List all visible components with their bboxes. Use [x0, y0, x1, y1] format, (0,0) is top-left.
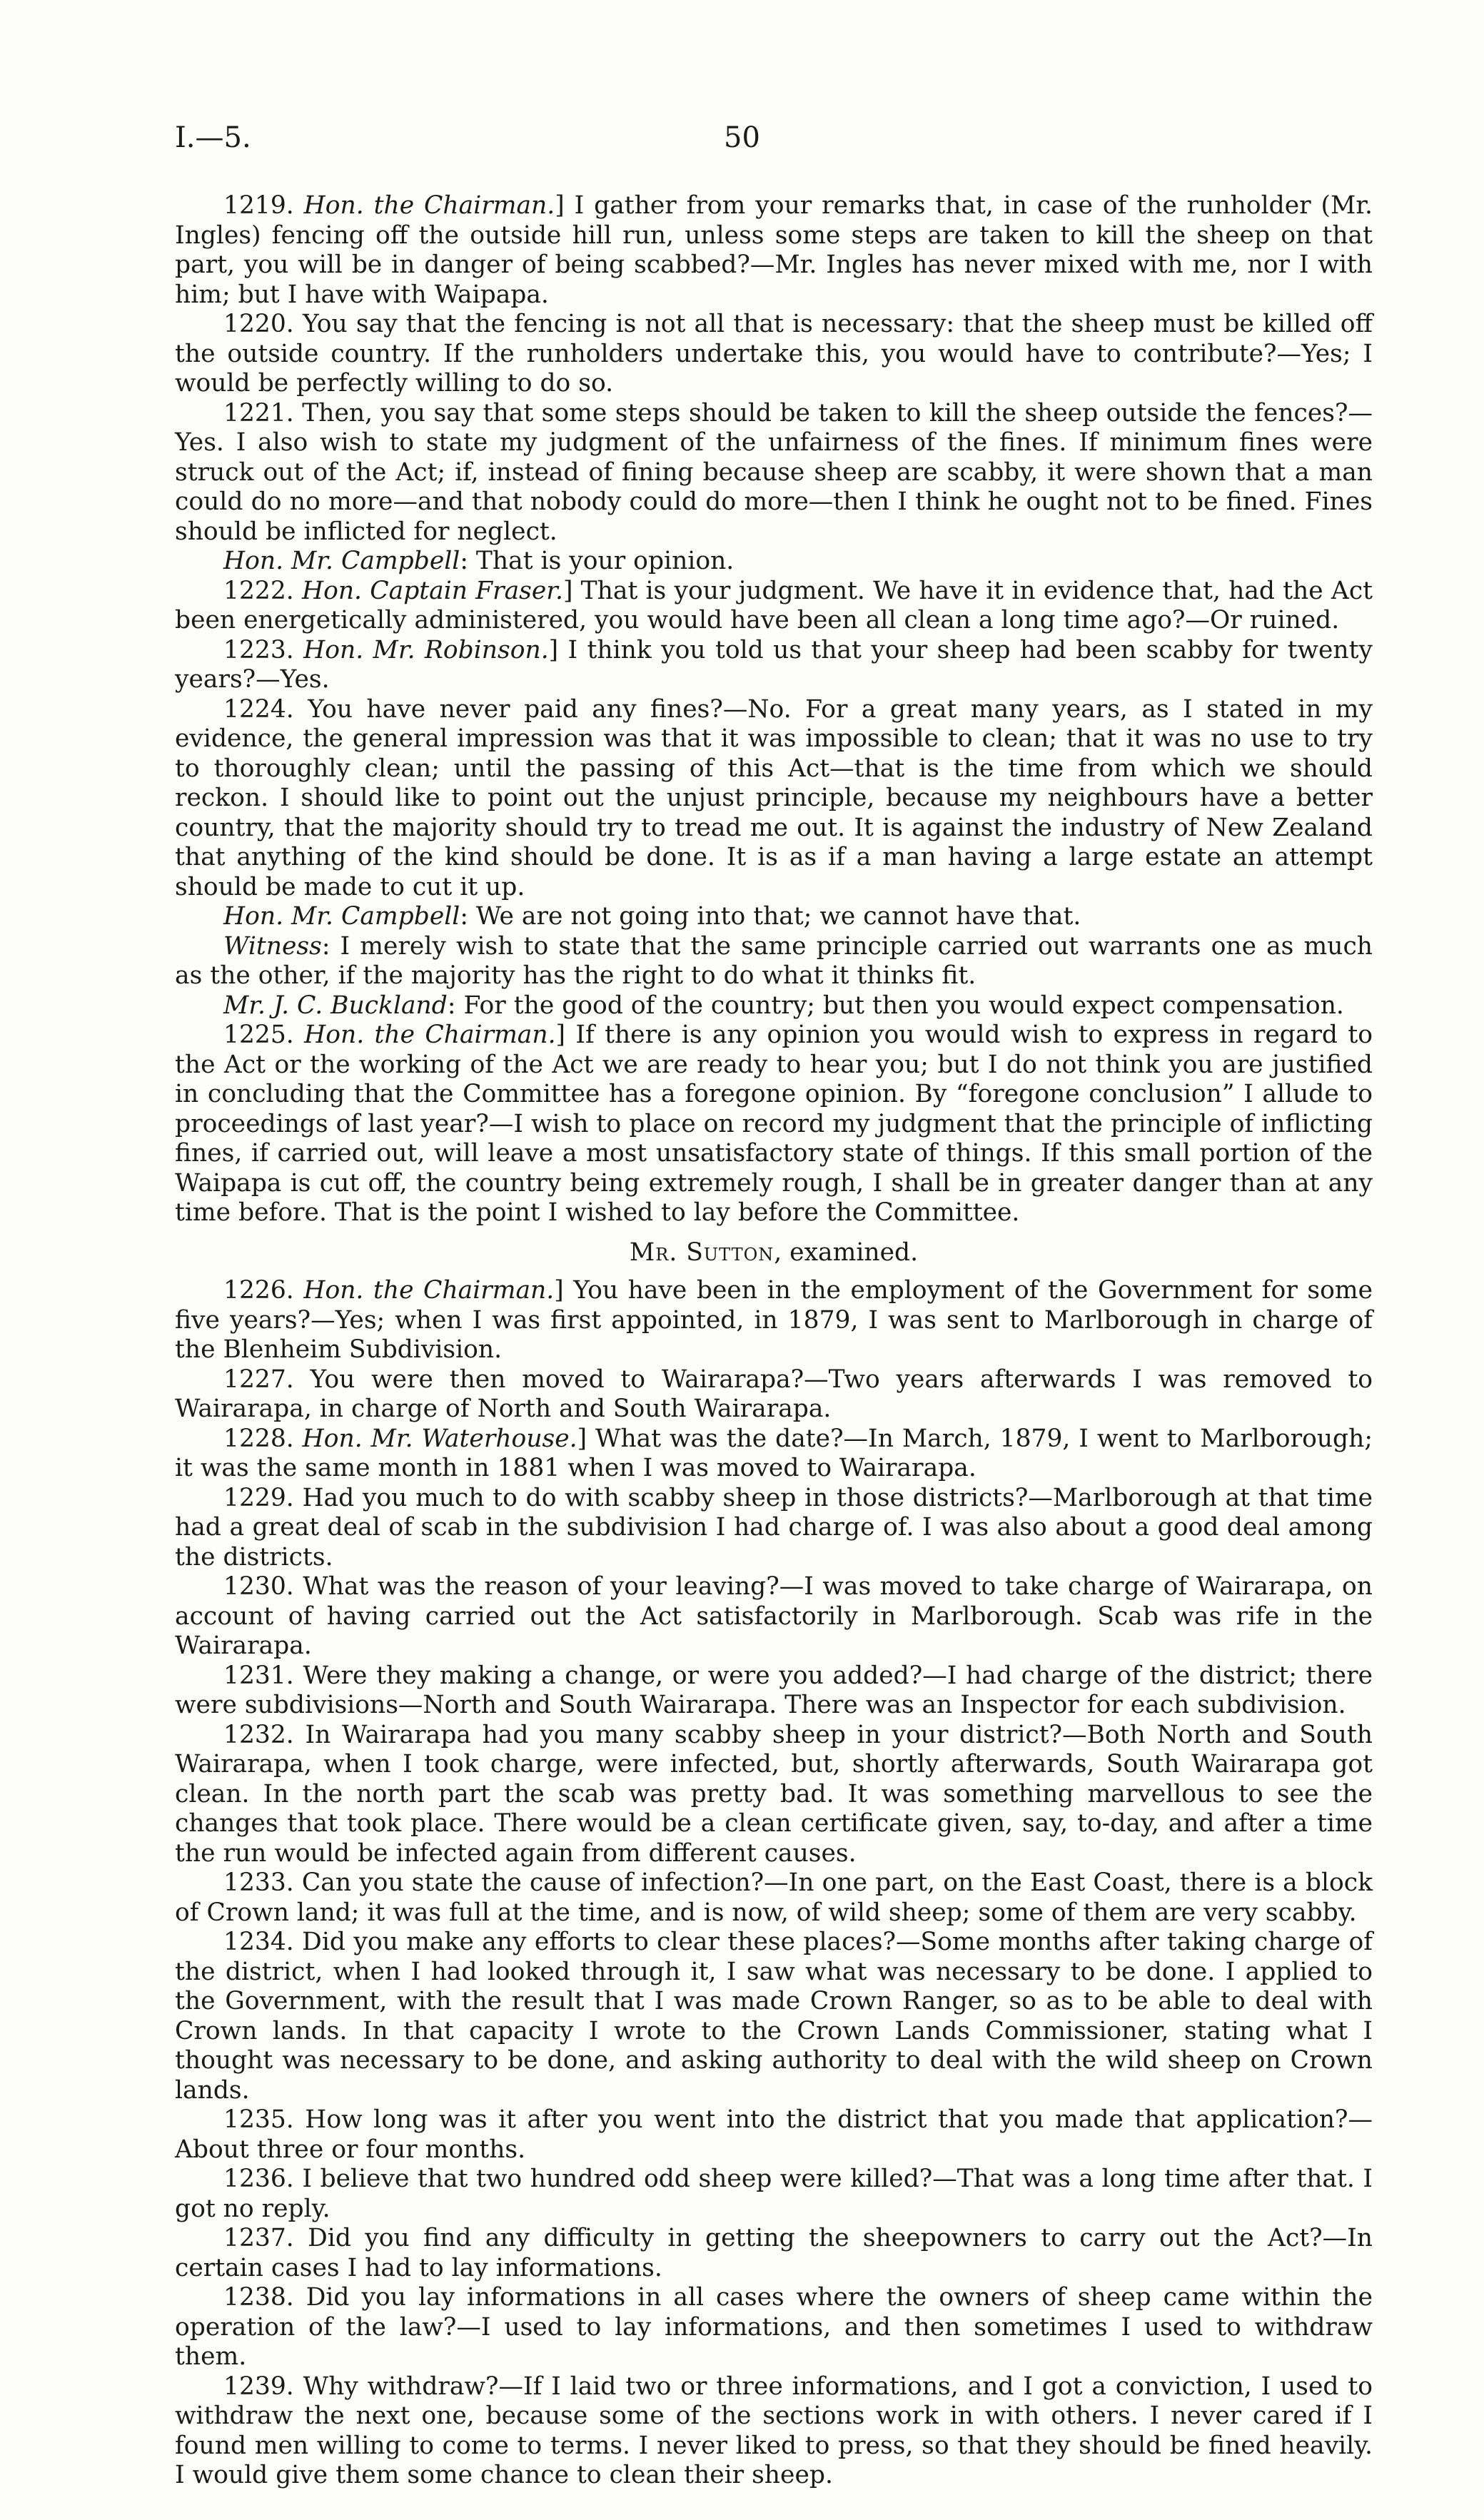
- paragraph: [175, 636, 1373, 695]
- paragraph: [175, 547, 1373, 577]
- witness-name: Mr. Sutton: [629, 1238, 774, 1267]
- document-reference: I.—5.: [175, 121, 251, 154]
- paragraph-text: 1239. Why withdraw?—If I laid two or three informations, and I got a conviction, I used to withdraw the next one, because some of the sections work in with others. I never cared if I found men willing to come to terms. I never liked to press, so that they should be fined heavily. I would give them some chance to clean their sheep.: [175, 2372, 1373, 2489]
- document-body: [175, 191, 1373, 2491]
- paragraph-text: 1230. What was the reason of your leaving?—I was moved to take charge of Wairarapa, on account of having carried out the Act satisfactorily in Marlborough. Scab was rife in the Wairarapa.: [175, 1572, 1373, 1660]
- paragraph: [175, 399, 1373, 547]
- paragraph: [175, 1425, 1373, 1484]
- paragraph: [175, 2372, 1373, 2491]
- paragraph: [175, 695, 1373, 903]
- paragraph-text: 1238. Did you lay informations in all cases where the owners of sheep came within the operation of the law?—I used to lay informations, and then sometimes I used to withdraw them.: [175, 2283, 1373, 2371]
- paragraph-text: 1220. You say that the fencing is not all that is necessary: that the sheep must be killed off the outside country. If the runholders undertake this, you would have to contribute?—Yes; I would be perfectly willing to do so.: [175, 310, 1373, 398]
- speaker-label: Witness:: [223, 931, 330, 961]
- paragraph-text: I merely wish to state that the same principle carried out warrants one as much as the other, if the majority has the right to do what it thinks fit.: [175, 931, 1373, 990]
- paragraph: [175, 2105, 1373, 2165]
- speaker-label: 1219. Hon. the Chairman.]: [223, 191, 565, 220]
- paragraph: [175, 1721, 1373, 1869]
- paragraph: [175, 902, 1373, 932]
- paragraph-text: I think you told us that your sheep had been scabby for twenty years?—Yes.: [175, 635, 1373, 694]
- paragraph-text: 1229. Had you much to do with scabby sheep in those districts?—Marlborough at that time had a great deal of scab in the subdivision I had charge of. I was also about a good deal among the districts.: [175, 1483, 1373, 1572]
- paragraph-text: That is your opinion.: [468, 547, 735, 575]
- paragraph: [175, 932, 1373, 991]
- section-heading: [175, 1238, 1373, 1268]
- paragraph-text: 1235. How long was it after you went into the district that you made that application?—About three or four months.: [175, 2105, 1373, 2164]
- paragraph: [175, 577, 1373, 636]
- paragraph: [175, 1661, 1373, 1721]
- paragraph: [175, 2224, 1373, 2283]
- paragraph: [175, 2165, 1373, 2224]
- speaker-label: Mr. J. C. Buckland:: [223, 991, 456, 1020]
- speaker-label: Hon. Mr. Campbell:: [223, 902, 468, 931]
- speaker-label: Hon. Mr. Campbell:: [223, 547, 468, 575]
- paragraph-text: 1224. You have never paid any fines?—No. For a great many years, as I stated in my evidence, the general impression was that it was impossible to clean; that it was no use to try to thoroughly clean; until the passing of this Act—that is the time from which we should reckon. I should like to point out the unjust principle, because my neighbours have a better country, that the majority should try to tread me out. It is against the industry of New Zealand that anything of the kind should be done. It is as if a man having a large estate an attempt should be made to cut it up.: [175, 694, 1373, 901]
- paragraph: [175, 2283, 1373, 2372]
- heading-suffix: , examined.: [774, 1238, 919, 1267]
- paragraph: [175, 1868, 1373, 1928]
- paragraph: [175, 991, 1373, 1021]
- paragraph-text: 1232. In Wairarapa had you many scabby sheep in your district?—Both North and South Wairarapa, when I took charge, were infected, but, shortly afterwards, South Wairarapa got clean. In the north part the scab was pretty bad. It was something marvellous to see the changes that took place. There would be a clean certificate given, say, to-day, and after a time the run would be infected again from different causes.: [175, 1720, 1373, 1868]
- speaker-label: 1223. Hon. Mr. Robinson.]: [223, 635, 559, 664]
- paragraph: [175, 1484, 1373, 1573]
- evidence-block-1: [175, 191, 1373, 1228]
- paragraph-text: I gather from your remarks that, in case of the runholder (Mr. Ingles) fencing off the outside hill run, unless some steps are taken to kill the sheep on that part, you will be in danger of being scabbed?—Mr. Ingles has never mixed with me, nor I with him; but I have with Waipapa.: [175, 191, 1373, 309]
- speaker-label: 1228. Hon. Mr. Waterhouse.]: [223, 1424, 587, 1453]
- paragraph-text: For the good of the country; but then you would expect compensation.: [455, 991, 1344, 1020]
- speaker-label: 1226. Hon. the Chairman.]: [223, 1276, 564, 1305]
- paragraph-text: 1234. Did you make any efforts to clear these places?—Some months after taking charge of the district, when I had looked through it, I saw what was necessary to be done. I applied to the Government, with the result that I was made Crown Ranger, so as to be able to deal with Crown lands. In that capacity I wrote to the Crown Lands Commissioner, stating what I thought was necessary to be done, and asking authority to deal with the wild sheep on Crown lands.: [175, 1928, 1373, 2105]
- speaker-label: 1222. Hon. Captain Fraser.]: [223, 576, 573, 605]
- page-header: [175, 121, 1309, 164]
- evidence-block-2: [175, 1276, 1373, 2491]
- paragraph-text: 1231. Were they making a change, or were you added?—I had charge of the district; there were subdivisions—North and South Wairarapa. There was an Inspector for each subdivision.: [175, 1661, 1373, 1719]
- paragraph: [175, 1928, 1373, 2105]
- paragraph-text: What was the date?—In March, 1879, I went to Marlborough; it was the same month in 1881 when I was moved to Wairarapa.: [175, 1424, 1373, 1482]
- paragraph-text: 1236. I believe that two hundred odd sheep were killed?—That was a long time after that. I got no reply.: [175, 2165, 1373, 2223]
- paragraph-text: 1233. Can you state the cause of infection?—In one part, on the East Coast, there is a block of Crown land; it was full at the time, and is now, of wild sheep; some of them are very scabby.: [175, 1868, 1373, 1927]
- page-number: 50: [724, 121, 760, 154]
- paragraph: [175, 1572, 1373, 1661]
- paragraph-text: That is your judgment. We have it in evidence that, had the Act been energetically administered, you would have been all clean a long time ago?—Or ruined.: [175, 576, 1373, 634]
- paragraph: [175, 1276, 1373, 1365]
- paragraph-text: 1237. Did you find any difficulty in getting the sheepowners to carry out the Act?—In certain cases I had to lay informations.: [175, 2224, 1373, 2282]
- paragraph-text: If there is any opinion you would wish to express in regard to the Act or the working of the Act we are ready to hear you; but I do not think you are justified in concluding that the Committee has a foregone opinion. By “foregone conclusion” I allude to proceedings of last year?—I wish to place on record my judgment that the principle of inflicting fines, if carried out, will leave a most unsatisfactory state of things. If this small portion of the Waipapa is cut off, the country being extremely rough, I shall be in greater danger than at any time before. That is the point I wished to lay before the Committee.: [175, 1021, 1373, 1227]
- paragraph: [175, 1365, 1373, 1425]
- paragraph: [175, 1021, 1373, 1228]
- paragraph: [175, 191, 1373, 310]
- paragraph-text: 1221. Then, you say that some steps should be taken to kill the sheep outside the fences?—Yes. I also wish to state my judgment of the unfairness of the fines. If minimum fines were struck out of the Act; if, instead of fining because sheep are scabby, it were shown that a man could do no more—and that nobody could do more—then I think he ought not to be fined. Fines should be inflicted for neglect.: [175, 398, 1373, 546]
- paragraph-text: You have been in the employment of the Government for some five years?—Yes; when I was first appointed, in 1879, I was sent to Marlborough in charge of the Blenheim Subdivision.: [175, 1276, 1373, 1364]
- paragraph: [175, 310, 1373, 399]
- speaker-label: 1225. Hon. the Chairman.]: [223, 1021, 566, 1049]
- paragraph-text: 1227. You were then moved to Wairarapa?—Two years afterwards I was removed to Wairarapa, in charge of North and South Wairarapa.: [175, 1365, 1373, 1423]
- paragraph-text: We are not going into that; we cannot have that.: [468, 902, 1081, 931]
